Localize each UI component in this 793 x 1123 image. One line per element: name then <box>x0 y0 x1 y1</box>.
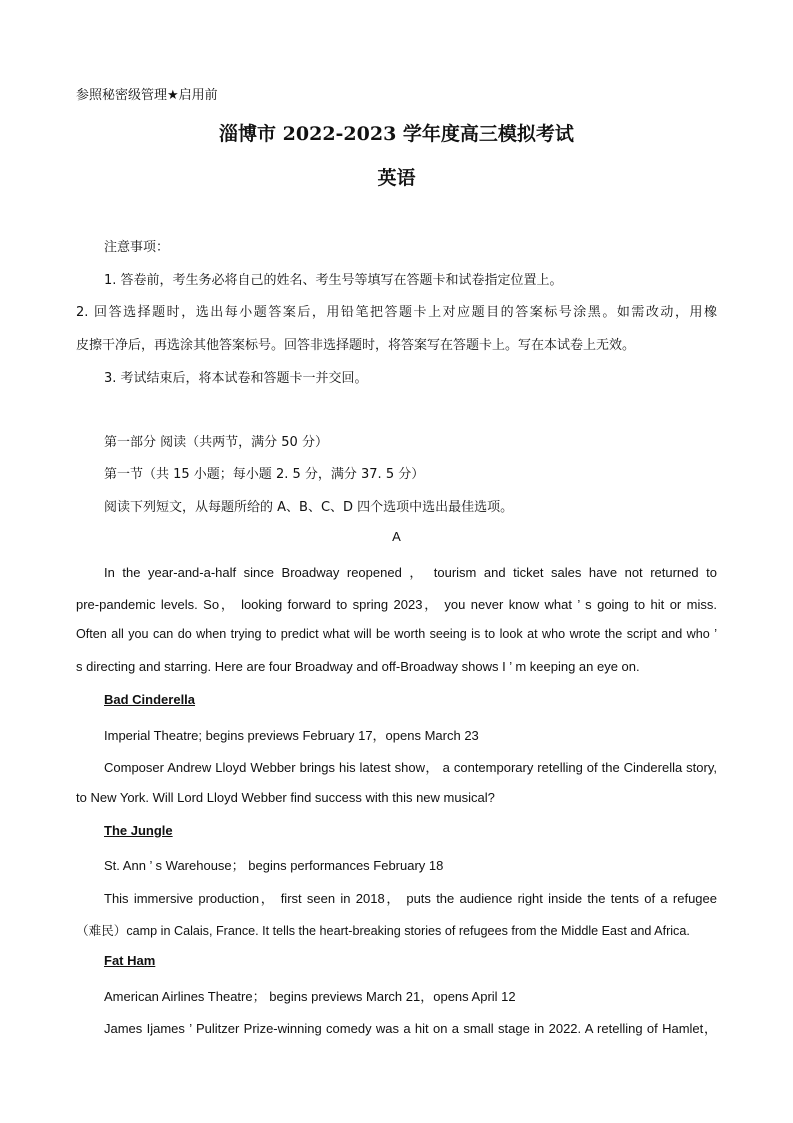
show-title-the-jungle: The Jungle <box>104 823 173 838</box>
section-heading: 第一节（共 15 小题；每小题 2. 5 分，满分 37. 5 分） <box>104 467 425 482</box>
passage-intro-line-2: pre-pandemic levels. So， looking forward to spring 2023， you never know what ’ s going to hit or miss. <box>76 597 717 612</box>
passage-intro-line-4: s directing and starring. Here are four Broadway and off-Broadway shows I ’ m keeping an eye on. <box>76 659 640 674</box>
instruction-text: 阅读下列短文，从每题所给的 A、B、C、D 四个选项中选出最佳选项。 <box>104 500 514 515</box>
notice-item-3: 3. 考试结束后，将本试卷和答题卡一并交回。 <box>104 371 368 386</box>
show-desc-the-jungle-line-2: （难民）camp in Calais, France. It tells the heart-breaking stories of refugees from the Middle East and Africa. <box>76 924 690 938</box>
show-title-bad-cinderella: Bad Cinderella <box>104 692 196 707</box>
show-info-bad-cinderella: Imperial Theatre; begins previews February 17，opens March 23 <box>104 728 479 743</box>
passage-intro-line-3: Often all you can do when trying to predict what will be worth seeing is to look at who wrote the script and who ’ <box>76 627 717 641</box>
show-info-fat-ham: American Airlines Theatre； begins previews March 21，opens April 12 <box>104 989 516 1004</box>
notice-heading: 注意事项： <box>104 240 170 255</box>
subject-title: 英语 <box>377 167 416 189</box>
notice-item-1: 1. 答卷前，考生务必将自己的姓名、考生号等填写在答题卡和试卷指定位置上。 <box>104 273 563 288</box>
show-desc-bad-cinderella-line-2: to New York. Will Lord Lloyd Webber find success with this new musical? <box>76 790 495 805</box>
secret-level-label: 参照秘密级管理★启用前 <box>76 88 218 103</box>
show-title-fat-ham: Fat Ham <box>104 953 156 968</box>
notice-item-2-line-2: 皮擦干净后，再选涂其他答案标号。回答非选择题时，将答案写在答题卡上。写在本试卷上无效。 <box>76 338 636 353</box>
show-info-the-jungle: St. Ann ’ s Warehouse； begins performances February 18 <box>104 858 444 873</box>
show-desc-bad-cinderella-line-1: Composer Andrew Lloyd Webber brings his latest show， a contemporary retelling of the Cinderella story, <box>104 760 717 775</box>
passage-label: A <box>392 529 401 544</box>
exam-title: 淄博市 2022-2023 学年度高三模拟考试 <box>219 123 574 145</box>
show-desc-fat-ham-line-1: James Ijames ’ Pulitzer Prize-winning comedy was a hit on a small stage in 2022. A retelling of Hamlet， <box>104 1021 717 1036</box>
part-heading: 第一部分 阅读（共两节，满分 50 分） <box>104 435 328 450</box>
passage-intro-line-1: In the year-and-a-half since Broadway reopened ， tourism and ticket sales have not returned to <box>104 565 717 580</box>
notice-item-2-line-1: 2. 回答选择题时，选出每小题答案后，用铅笔把答题卡上对应题目的答案标号涂黑。如需改动，用橡 <box>76 305 717 320</box>
show-desc-the-jungle-line-1: This immersive production， first seen in 2018， puts the audience right inside the tents of a refugee <box>104 891 717 906</box>
